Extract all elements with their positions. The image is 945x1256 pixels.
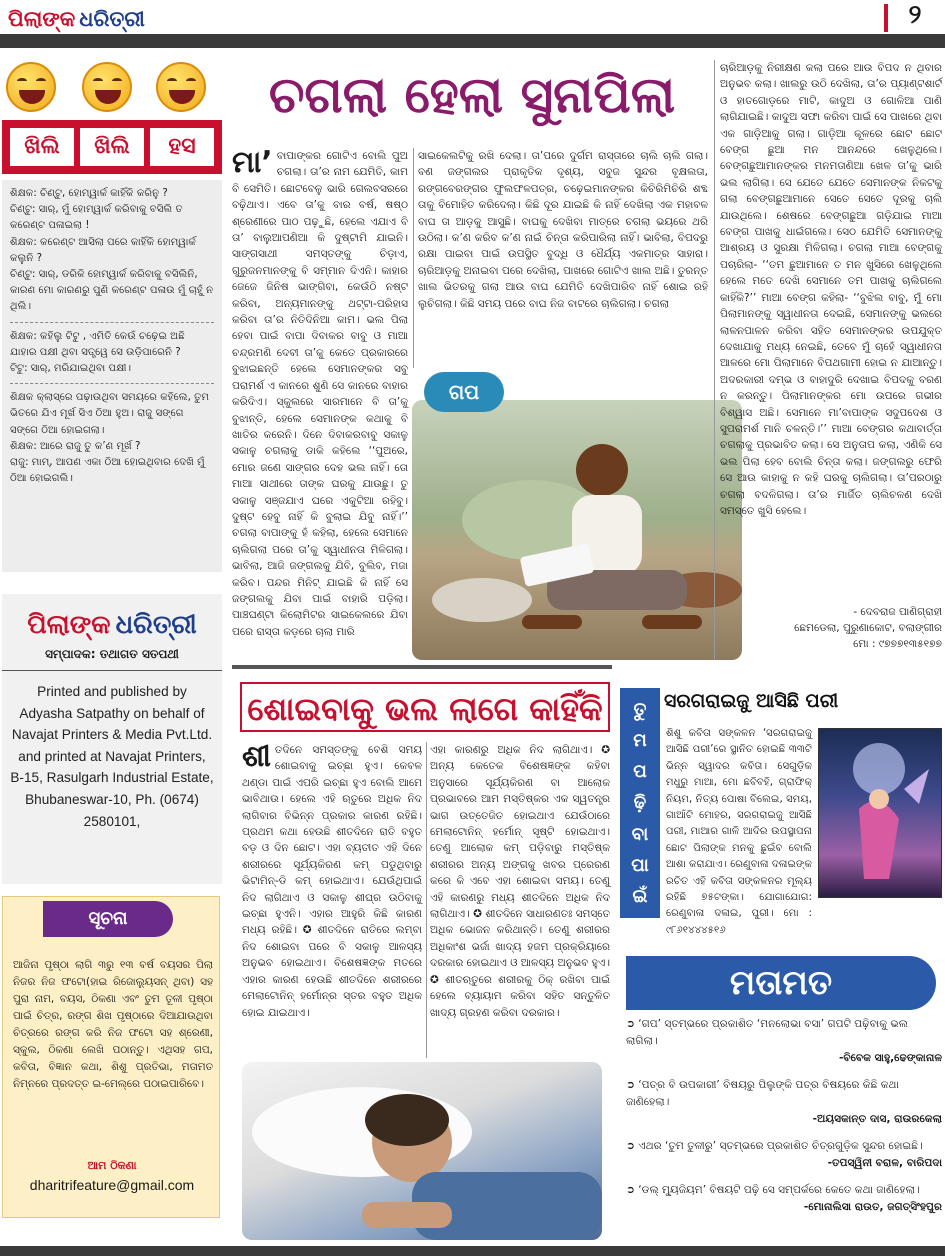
boy-studying-photo bbox=[412, 400, 742, 660]
story-byline bbox=[720, 604, 942, 652]
opinion-author: -ଅୟସକାନ୍ତ ଦାସ, ରାଉରକେଲା bbox=[812, 1113, 942, 1125]
notice-title: ସୂଚନା bbox=[43, 901, 173, 937]
story-column-1 bbox=[232, 145, 408, 660]
editor-line: ସମ୍ପାଦକ: ତଥାଗତ ସତପଥୀ bbox=[2, 641, 222, 671]
author-name: - ଦେବରାଜ ପାଣିଗ୍ରାହୀ bbox=[853, 606, 942, 618]
vertical-letter: ପା bbox=[631, 854, 649, 876]
page-number-rule bbox=[884, 4, 888, 32]
joke-line: ଶିକ୍ଷକ କ୍ଲାସ୍‌ରେ ପଢ଼ାଉଥିବା ସମୟରେ କହିଲେ, ତୁମ ଭିତରେ ଯିଏ ମୂର୍ଖ ସିଏ ଠିଆ ହୁଅ। ରାଜୁ ସଙ୍ଗେ ସଙ୍ଗେ ଠିଆ ହୋଇଗଲା। bbox=[10, 392, 209, 436]
opinion-author: -ମୋନାଲିସା ରାଉତ, ଜଗତ୍‌ସିଂହପୁର bbox=[803, 1201, 942, 1213]
sleep-text: ଏହା କାରଣରୁ ଅଧିକ ନିଦ ଲାଗିଥାଏ। ✪ ଅନ୍ୟ କେତେକ ବିଶେଷଜ୍ଞଙ୍କ କହିବା ଅନୁସାରେ ସୂର୍ଯ୍ୟକିରଣ ବା ଆଲୋକ ପ୍ରଭାବରେ ଆମ ମସ୍ତିଷ୍କର ଏକ ସ୍ୱତନ୍ତ୍ର ଭାଗ ଉତ୍ତେଜିତ ହୋଇଥାଏ ଯେଉଁଠାରେ ମେଲାଟୋନିନ୍ ହର୍ମୋନ୍ ସୃଷ୍ଟି ହୋଇଥାଏ। ତେଣୁ ଆଲୋକ କମ୍ ପଡ଼ିବାରୁ ମସ୍ତିଷ୍କ ଶରୀରର ଅନ୍ୟ ଅଙ୍ଗକୁ ଖବର ପ୍ରେରଣ କରେ କି ଏବେ ଏହା ଶୋଇବା ସମୟ। ତେଣୁ ଏହି କାରଣରୁ ମଧ୍ୟ ଶୀତଦିନେ ଅଧିକ ନିଦ ଲାଗିଥାଏ। ✪ ଶୀତଦିନେ ସାଧାରଣତଃ ସମସ୍ତେ ଅଧିକ ଭୋଜନ କରିଥାନ୍ତି। ତେଣୁ ଶରୀରର ଅଧିକାଂଶ ଭର୍ଜା ଖାଦ୍ୟ ହଜମ ପ୍ରକ୍ରିୟାରେ ଦରକାର ହୋଇଥାଏ ଓ ଆଳସ୍ୟ ଅନୁଭବ ହୁଏ। ✪ ଶୀତଋତୁରେ ଶରୀରକୁ ଠିକ୍ ରଖିବା ପାଇଁ ହେଲେ ବ୍ୟାୟାମ କରିବା ସହିତ ସନ୍ତୁଳିତ ଖାଦ୍ୟ ଗ୍ରହଣ କରିବା ଦରକାର। bbox=[430, 744, 610, 1019]
vertical-heading bbox=[620, 688, 660, 918]
printed-by: Printed and published by Adyasha Satpathy on behalf of Navajat Printers & Media Pvt.Ltd. and printed at Navajat Printers, B-15, Rasulgarh Industrial Estate, Bhubaneswar-10, Ph. (0674) 2580101, bbox=[10, 684, 214, 829]
vertical-letter: ମ bbox=[633, 730, 647, 752]
story-column-3 bbox=[720, 60, 942, 600]
book-cover-image bbox=[818, 728, 942, 898]
jokes-box bbox=[2, 180, 222, 572]
vertical-letter: ତୁ bbox=[633, 699, 647, 721]
genre-tag-story: ଗପ bbox=[424, 372, 504, 412]
boy-studying-illustration bbox=[412, 400, 742, 660]
joke-divider bbox=[10, 383, 214, 384]
sleeping-boy-photo bbox=[242, 1062, 602, 1240]
book-review-text: ଶିଶୁ କବିତା ସଙ୍କଳନ ‘ସରଗରାଇଜୁ ଆସିଛି ପରୀ’ରେ ସ୍ଥାନିତ ହୋଇଛି ୩୩ଟି ଭିନ୍ନ ସ୍ୱାଦର କବିତା। ସେଗୁଡ଼ିକ ମଧୁରୁ ମାଆ, ମୋ ଛବିବହି, ଗ୍ରାଫିକ୍ ନିୟମ, ନିତ୍ୟ ପୋଷା ବିଲେଇ, ସମୟ, ଗାଆଁଟି ମୋହର, ସରଗରାଇଜୁ ଆସିଛି ପରୀ, ମାଆର ଗାଳି ଆଦିର ଉପସ୍ଥାପନା ଛୋଟ ପିଲାଙ୍କ ମନକୁ ଛୁଇଁବ ବୋଲି ଆଶା କରାଯାଏ। ରେଣୁବାଳା ଦଳାଇଙ୍କ ରଚିତ ଏହି କବିତା ସଙ୍କଳନର ମୂଲ୍ୟ ରହିଛି ୭୫ଟଙ୍କା। ଯୋଗାଯୋଗ: ରେଣୁବାଳା ଦଳାଇ, ପୁରୀ। ମୋ : ୯୮୬୧୪୪୪୫୧୬ bbox=[666, 728, 812, 936]
opinion-author: -ତପସ୍ୱିନୀ ବରାଳ, ବାରିପଦା bbox=[827, 1157, 942, 1169]
brand-part1: ପିଲାଙ୍କ bbox=[27, 610, 111, 640]
brand-part2: ଧରିତ୍ରୀ bbox=[79, 6, 145, 31]
sleep-text: ତଦିନେ ସମସ୍ତଙ୍କୁ ବେଶି ସମୟ ଶୋଇବାକୁ ଇଚ୍ଛା ହୁଏ। କେବଳ ଥଣ୍ଡା ପାଇଁ ଏପରି ଇଚ୍ଛା ହୁଏ ବୋଲି ଆମେ ଭାବିଥାଉ। ହେଲେ ଏହି ଋତୁରେ ଅଧିକ ନିଦ ଲାଗିବାର ବିଭିନ୍ନ ପ୍ରକାର କାରଣ ରହିଛି। ପ୍ରଥମ କଥା ହେଉଛି ଶୀତଦିନେ ରାତି ବହୁତ ବଡ଼ ଓ ଦିନ ଛୋଟ। ଏହା ବ୍ୟତୀତ ଏହି ଦିନେ ଶରୀରରେ ସୂର୍ଯ୍ୟକିରଣ କମ୍ ପଡୁଥିବାରୁ ଭିଟାମିନ୍-ଡି କମ୍ ହୋଇଥାଏ। ଯେଉଁଥିପାଇଁ ନିଦ ଲାଗିଥାଏ ଓ ସକାଳୁ ଶୀଘ୍ର ଉଠିବାକୁ ଇଚ୍ଛା ହୁଏନି। ଏହାର ଆହୁରି କିଛି କାରଣ ମଧ୍ୟ ରହିଛି। ✪ ଶୀତଦିନେ ରାତିରେ ଲମ୍ବା ନିଦ ଶୋଇବା ପରେ ବି ସକାଳୁ ଆଳସ୍ୟ ଅନୁଭବ ହୋଇଥାଏ। ବିଶେଷଜ୍ଞଙ୍କ ମତରେ ଏହାର କାରଣ ହେଉଛି ଶୀତଦିନେ ଶରୀରରେ ମେଲାଟୋନିନ୍ ହର୍ମୋନ୍ର ସ୍ତର ବହୁତ ଅଧିକ ହୋଇ ଯାଇଥାଏ। bbox=[242, 744, 422, 1019]
vertical-letter: ଢ଼ି bbox=[633, 792, 647, 814]
masthead-logo bbox=[8, 4, 145, 34]
notice-body: ଆଜିନା ପୃଷ୍ଠା ଲାଗି ୩ରୁ ୧୩ ବର୍ଷ ବୟସର ପିଲା ନିଜର ନିଜ ଫଟୋ(ହାଇ ରିଜୋଲ୍ୟୁସନ୍ ଥିବା) ସହ ପୁରା ନାମ, ବୟସ, ଠିକଣା ଏବଂ ତୁମ ତୂଳୀ ପୃଷ୍ଠା ପାଇଁ ଚିତ୍ର, ରଙ୍ଗ ଶିଖ ପୃଷ୍ଠାରେ ଦିଆଯାଉଥିବା ଚିତ୍ରରେ ରଙ୍ଗ କରି ନିଜ ଫଟୋ ସହ ଶ୍ରେଣୀ, ସ୍କୁଲ, ଠିକଣା ଲେଖି ପଠାନ୍ତୁ। ଏଥିସହ ଗପ, କବିତା, ବିଜ୍ଞାନ କଥା, ଶିଶୁ ପ୍ରତିଭା, ମତାମତ ନିମ୍ନରେ ପ୍ରଦତ୍ତ ଇ-ମେଲ୍‌ରେ ପଠାଇପାରିବେ। bbox=[13, 959, 213, 1090]
brand-part1: ପିଲାଙ୍କ bbox=[8, 6, 76, 31]
laughing-emoji-icon bbox=[156, 62, 206, 112]
vertical-letter: ବା bbox=[631, 823, 649, 845]
story-title: ଚଗଲା ହେଲା ସୁନାପିଲା bbox=[268, 65, 676, 124]
laughing-emoji-icon bbox=[82, 62, 132, 112]
story-text: ଚାରିଆଡ଼କୁ ନିରୀକ୍ଷଣ କଲା ପରେ ଆଉ ବିପଦ ନ ଥିବାର ଅନୁଭବ କଲା। ଖାଲରୁ ଉଠି ଦେଖିଲା, ତା’ର ପ୍ୟାଣ୍ଟଶାର୍ଟ ଓ ହାତଗୋଡ଼ରେ ମାଟି, କାଦୁଅ ଓ ଗୋଳିଆ ପାଣି ଲାଗିଯାଇଛି। କାଦୁଅ ସଫା କରିବା ପାଇଁ ସେ ପାଖରେ ଥିବା ଏକ ଗାଡ଼ିଆକୁ ଗଲା। ଗାଡ଼ିଆ କୂଳରେ ଛୋଟ ଛୋଟ ବେଙ୍ଗ ଛୁଆ ମନ ଆନନ୍ଦରେ ଖେଳୁଥିଲେ। ବେଙ୍ଗଛୁଆମାନଙ୍କର ମନମତାଣିଆ ଖେଳ ତା’କୁ ଭାରି ଭଲ ଲାଗିଲା। ସେ ଯେତେ ଯେତେ ସେମାନଙ୍କ ନିକଟକୁ ଗଲା ବେଙ୍ଗଛୁଆମାନେ ସେତେ ସେତେ ଦୂରକୁ ଚାଲି ଯାଉଥିଲେ। ଶେଷରେ ବେଙ୍ଗଛୁଆ ଗଡ଼ିଯାଇ ମାଆ ବେଙ୍ଗ ପାଖକୁ ଧାଇଁଗଲେ। ସେଠ ଯେମିତି ସେମାନଙ୍କୁ ଆଶ୍ରୟ ଓ ସୁରକ୍ଷା ମିଳିଗଲା। ଚଗଲା ମାଆ ବେଙ୍ଗକୁ ପଚାରିଲା- ‘‘ତମ ଛୁଆମାନେ ତ ମନ ଖୁସିରେ ଖେଳୁଥିଲେ ହେଲେ ମତେ ଦେଖି ସେମାନେ ତମ ପାଖକୁ ଚାଲିଗଲେ କାହିଁକି?’’ ମାଆ ବେଙ୍ଗ କହିଲା- ‘‘ବୁଝିଲ ବାବୁ, ମୁଁ ମୋ ପିଲାମାନଙ୍କୁ ସ୍ୱାଧୀନତା ଦେଇଛି, ସେମାନଙ୍କୁ ଭଲରେ ଲାଳନପାଳନ କରିବା ସହିତ ସେମାନଙ୍କର ଉପଯୁକ୍ତ ଦେଖାଯାକୁ ମଧ୍ୟ ନେଇଛି, ତେବେ ମୁଁ ଚାହେଁ ସ୍ୱାଧୀନତା ଆଳରେ ମୋ ପିଲାମାନେ ବିପଥଗାମୀ ହୋଇ ନ ଯାଆନ୍ତୁ। ଅଦରକାରୀ ଦମ୍ଭ ଓ ବାହାଦୁରି ଦେଖାଇ ବିପଦକୁ ବରଣ ନ କରନ୍ତୁ। ପିଲାମାନଙ୍କର ମୋ ଉପରେ ଗଭୀର ବିଶ୍ୱାସ ଅଛି। ସେମାନେ ମା’ବାପାଙ୍କ ସଦୁପଦେଶ ଓ ସୁପରାମର୍ଶ ମାନି ଚଳନ୍ତି।’’ ମାଆ ବେଙ୍ଗର କଥାବାର୍ତ୍ତା ଚଗଲାକୁ ପ୍ରଭାବିତ କଲା। ସେ ଅନୁତାପ କଲା, ଏଣିକି ସେ ଭଲ ପିଲା ହେବ ବୋଲି ଚିନ୍ତା କଲା। ଜଙ୍ଗଲରୁ ଫେରି ସେ ଆଉ କାହାକୁ ନ କହି ଘରକୁ ଚାଲିଗଲା। ତା’ପରଠାରୁ ଚଗଲା ବଦଳିଗଲା। ତା’ର ମାର୍ଜିତ ଚାଲିଚଳଣ ଦେଖି ସମସ୍ତେ ଖୁସି ହେଲେ। bbox=[720, 62, 942, 517]
vertical-letter: ଇଁ bbox=[632, 885, 648, 907]
address-label: ଆମ ଠିକଣା bbox=[87, 1159, 137, 1172]
brand-part2: ଧରିତ୍ରୀ bbox=[115, 610, 197, 640]
bottom-rule bbox=[0, 1246, 945, 1256]
opinion-title: ମତାମତ bbox=[626, 956, 936, 1010]
author-phone: ମୋ : ୯୭୭୭୧୩୫୧୭୭ bbox=[853, 638, 942, 650]
sleeping-boy-illustration bbox=[242, 1062, 602, 1240]
sleep-column-1 bbox=[242, 739, 422, 1058]
contact-email[interactable]: dharitrifeature@gmail.com bbox=[29, 1177, 195, 1193]
page-number: ୨ bbox=[908, 0, 922, 30]
book-review-text-upper bbox=[666, 726, 812, 936]
joke-line: ଶିକ୍ଷକ: ଆରେ ରାଜୁ ତୁ କ’ଣ ମୂର୍ଖ ? bbox=[10, 440, 141, 452]
joke-line: ଚିଣ୍ଟୁ: ସାର୍, ମୁଁ ହୋମ୍‌ୱାର୍କ କରିବାକୁ ବସିଲି ତ କରେଣ୍ଟ ପଳାଇଲା ! bbox=[10, 204, 183, 232]
sleep-dropcap: ଶୀ bbox=[242, 739, 271, 774]
joke-line: ଚିଣ୍ଟୁ: ସାର୍, ଡରିକି ହୋମ୍‌ୱାର୍କ କରିବାକୁ ବସିଲିନି, କାରଣ ମୋ କାରଣରୁ ପୁଣି କରେଣ୍ଟ ପଳାଉ ମୁଁ ଚାହୁଁ ନ ଥିଲି। bbox=[10, 269, 214, 313]
joke-line: ଶିକ୍ଷକ: ଚିଣ୍ଟୁ, ହୋମ୍‌ୱାର୍କ କାହିଁକି କରିନୁ ? bbox=[10, 188, 168, 199]
imprint-logo bbox=[2, 594, 222, 641]
book-cover-fairy-illustration bbox=[819, 729, 943, 899]
column-rule bbox=[714, 60, 715, 660]
opinion-text: ➲ ‘ପତ୍ର ବି ଉପକାରୀ’ ବିଷୟରୁ ପିଲୁଙ୍କି ପତ୍ର ବିଷୟରେ କିଛି କଥା ଜାଣିହେଲା। bbox=[626, 1079, 899, 1108]
joke-line: ଶିକ୍ଷକ: କରେଣ୍ଟ ଆସିଲା ପରେ କାହିଁକି ହୋମ୍‌ୱାର୍କ କଲୁନି ? bbox=[10, 236, 196, 264]
opinion-text: ➲ ଏଥର ‘ତୁମ ତୁଳୀରୁ’ ସ୍ତମ୍ଭରେ ପ୍ରକାଶିତ ଚିତ୍ରଗୁଡ଼ିକ ସୁନ୍ଦର ହୋଇଛି। bbox=[626, 1140, 923, 1152]
book-review-title: ସରଗରାଇଜୁ ଆସିଛି ପରୀ bbox=[664, 690, 839, 712]
top-rule bbox=[0, 34, 945, 48]
fun-heading bbox=[2, 120, 222, 174]
story-text: ସାଇକେଲଟିକୁ ରଖି ଦେଲା। ତା’ପରେ ଦୁର୍ଗମ ରାସ୍ତାରେ ଚାଲି ଚାଲି ଗଲା। ବଣ ଜଙ୍ଗଲର ପ୍ରାକୃତିକ ଦୃଶ୍ୟ, ସବୁଜ ସୁନ୍ଦର ବୃକ୍ଷଲତା, ରଙ୍ଗବେରଙ୍ଗର ଫୁଲଫଳପତ୍ର, ଚଢ଼େଇମାନଙ୍କର କିଚିରିମିଚିରି ଶବ୍ଦ ତାକୁ ବିମୋହିତ କରିଦେଲା। କିଛି ଦୂର ଯାଇଛି କି ନାହିଁ ଦେଖିଲା ଏକ ମହାବଳ ବାଘ ତା ଆଡ଼କୁ ଆସୁଛି। ବାଘକୁ ଦେଖିବା ମାତ୍ରେ ଚଗଲା ଭୟରେ ଥରି ଉଠିଲା। କ’ଣ କରିବ କ’ଣ ନାଇଁ ଚିନ୍ତା କରିପାରିଲା ନାହିଁ। ଭାବିଲା, ବିପଦରୁ ରକ୍ଷା ପାଇବା ପାଇଁ ଉପସ୍ଥିତ ବୁଦ୍ଧି ଓ ଧୈର୍ଯ୍ୟ ଏକମାତ୍ର ସାହାରା। ଚାରିଆଡ଼କୁ ଅନାଇବା ପରେ ଦେଖିଲା, ପାଖରେ ଗୋଟିଏ ଖାଲ ଅଛି। ତୁରନ୍ତ ଖାଲ ଭିତରକୁ ଗଲା ଆଉ ବାଘ ଯେମିତି ଦେଖିପାରିବ ନାହିଁ ଶୋଇ ରହି ଲୁଚିଗଲା। କିଛି ସମୟ ପରେ ବାଘ ନିଜ ବାଟରେ ଚାଲିଗଲା। ଚଗଲା bbox=[418, 150, 708, 310]
author-place: ଛେମଡେଲା, ପୁରୁଣାକୋଟ, ବଲାଙ୍ଗୀର bbox=[794, 622, 942, 634]
joke-line: ଶିକ୍ଷକ: କହିଲୁ ଟିଟୁ , ଏମିତି କେଉଁ ଚଢ଼େଇ ଅଛି ଯାହାର ପକ୍ଷୀ ଥିବା ସତ୍ତ୍ୱେ ସେ ଉଡ଼ିପାରେନି ? bbox=[10, 330, 185, 358]
fun-word: ଖିଲି bbox=[10, 128, 74, 166]
sleep-column-2 bbox=[430, 742, 610, 1058]
column-rule bbox=[426, 742, 427, 1058]
column-rule bbox=[413, 148, 414, 368]
opinion-text: ➲ ‘ଡଲ୍ ମ୍ୟୁଜିୟମ’ ବିଷୟଟି ପଢ଼ି ସେ ସମ୍ପର୍କରେ କେତେ କଥା ଜାଣିହେଲା। bbox=[626, 1184, 920, 1196]
opinion-list bbox=[626, 1016, 942, 1216]
joke-line: ଟିଟୁ: ସାର୍, ମରିଯାଇଥିବା ପକ୍ଷୀ। bbox=[10, 363, 132, 375]
sleep-article-title: ଶୋଇବାକୁ ଭଲ ଲାଗେ କାହିଁକି bbox=[240, 682, 610, 732]
story-dropcap: ମା’ bbox=[232, 145, 273, 180]
story-text: ବାପାଙ୍କର ଗୋଟିଏ ବୋଲି ପୁଅ ଚଗଲା। ତା’ର ନାମ ଯେମିତି, କାମ ବି ସେମିତି। ଛୋଟବେଳୁ ଭାରି ଗେଲବସରରେ ବଢ଼ିଥାଏ। ଏବେ ତା’କୁ ବାର ବର୍ଷ, ଷଷ୍ଠ ଶ୍ରେଣୀରେ ପାଠ ପଢ଼ୁଛି, ହେଲେ ଏଯାଏ ବି ତା’ ବାଲୁଆପଣିଆ କି ଦୁଷ୍ଟାମି ଯାଇନି। ସାଙ୍ଗସାଥୀ ସମସ୍ତଙ୍କୁ ଚିଡ଼ାଏ, ଗୁରୁଜନମାନଙ୍କୁ ବି ସମ୍ମାନ ଦିଏନି। କାହାର ଜେଜେ ଜିନିଷ ଭାଙ୍ଗିବା, କେଉଁଠି ନଷ୍ଟ କରିବା, ଅନ୍ୟମାନଙ୍କୁ ଥଟ୍ଟା-ପରିହାସ କରିବା ତା’ର ନିତିଦିନିଆ କାମ। ଭଲ ପିଲା ହେବା ପାଇଁ ବାପା ଦିବାକର ବାବୁ ଓ ମାଆ ଚନ୍ଦ୍ରମଣି ଦେବୀ ତା’କୁ କେତେ ପ୍ରକାରରେ ବୁଝାଇଛନ୍ତି ହେଲେ ସେମାନଙ୍କର ସବୁ ପରାମର୍ଶ ଏ କାନରେ ଶୁଣି ସେ କାନରେ ବାହାର କରିଦିଏ। ସ୍କୁଲରେ ସାରମାନେ ବି ତା’କୁ ବୁଝାନ୍ତି, ହେଲେ ସେମାନଙ୍କ କଥାକୁ ବି ଖାତିର କରେନି। ଦିନେ ଦିବାକରବାବୁ ସକାଳୁ ସକାଳୁ ଚଗଲାକୁ ଡାକି କହିଲେ ‘‘ପୁଅରେ, ମୋର ଜଣେ ସାଙ୍ଗର ଦେହ ଭଲ ନାହିଁ। ତୋ ମାଆ ସାଥୀରେ ତାଙ୍କ ଘରକୁ ଯାଉଛୁ। ତୁ ସକାଳୁ ସଞ୍ଜଯାଏ ଘରେ ଏକୁଟିଆ ରହିବୁ। ଦୁଷ୍ଟ ହେବୁ ନାହିଁ କି ବୁଲାଇ ଯିବୁ ନାହିଁ।’’ ଚଗଲା ବାପାଙ୍କୁ ହଁ କହିଲା, ହେଲେ ସେମାନେ ଚାଲିଗଲା ପରେ ତା’କୁ ସ୍ୱାଧୀନତା ମିଳିଗଲା। ଭାବିଲା, ଆଜି ଜଙ୍ଗଲକୁ ଯିବି, ବୁଲିବ, ମଜା କରିବ। ପନ୍ଦର ମିନିଟ୍ ଯାଇଛି କି ନାହିଁ ସେ ଜଙ୍ଗଲକୁ ଯିବା ପାଇଁ ବାହାରି ପଡ଼ିଲା। ପାଞ୍ଚଘଣ୍ଟା କିଲୋମିଟର ସାଇକେଲରେ ଯିବା ପରେ ରାସ୍ତା କଡ଼ରେ ଚାଲା ମାରି bbox=[232, 150, 408, 638]
fun-word: ଖିଲି bbox=[80, 128, 144, 166]
vertical-letter: ପ bbox=[633, 761, 647, 783]
story-column-2 bbox=[418, 148, 708, 370]
section-divider bbox=[232, 665, 612, 669]
joke-line: ରାଜୁ: ମାମ୍, ଆପଣ ଏକା ଠିଆ ହୋଇଥିବାର ଦେଖି ମୁଁ ଠିଆ ହୋଇଗଲି। bbox=[10, 457, 205, 485]
opinion-text: ➲ ‘ଗପ’ ସ୍ତମ୍ଭରେ ପ୍ରକାଶିତ ‘ମନଲୋଭା ବସା’ ଗପଟି ପଢ଼ିବାକୁ ଭଲ ଲାଗିଲା। bbox=[626, 1018, 908, 1047]
imprint-box bbox=[2, 594, 222, 884]
fun-word: ହସ bbox=[150, 128, 214, 166]
notice-box bbox=[2, 896, 220, 1218]
opinion-author: -ବିବେକ ସାହୁ,ଢେଙ୍କାନାଳ bbox=[838, 1052, 942, 1064]
joke-divider bbox=[10, 322, 214, 323]
laughing-emoji-icon bbox=[6, 62, 56, 112]
